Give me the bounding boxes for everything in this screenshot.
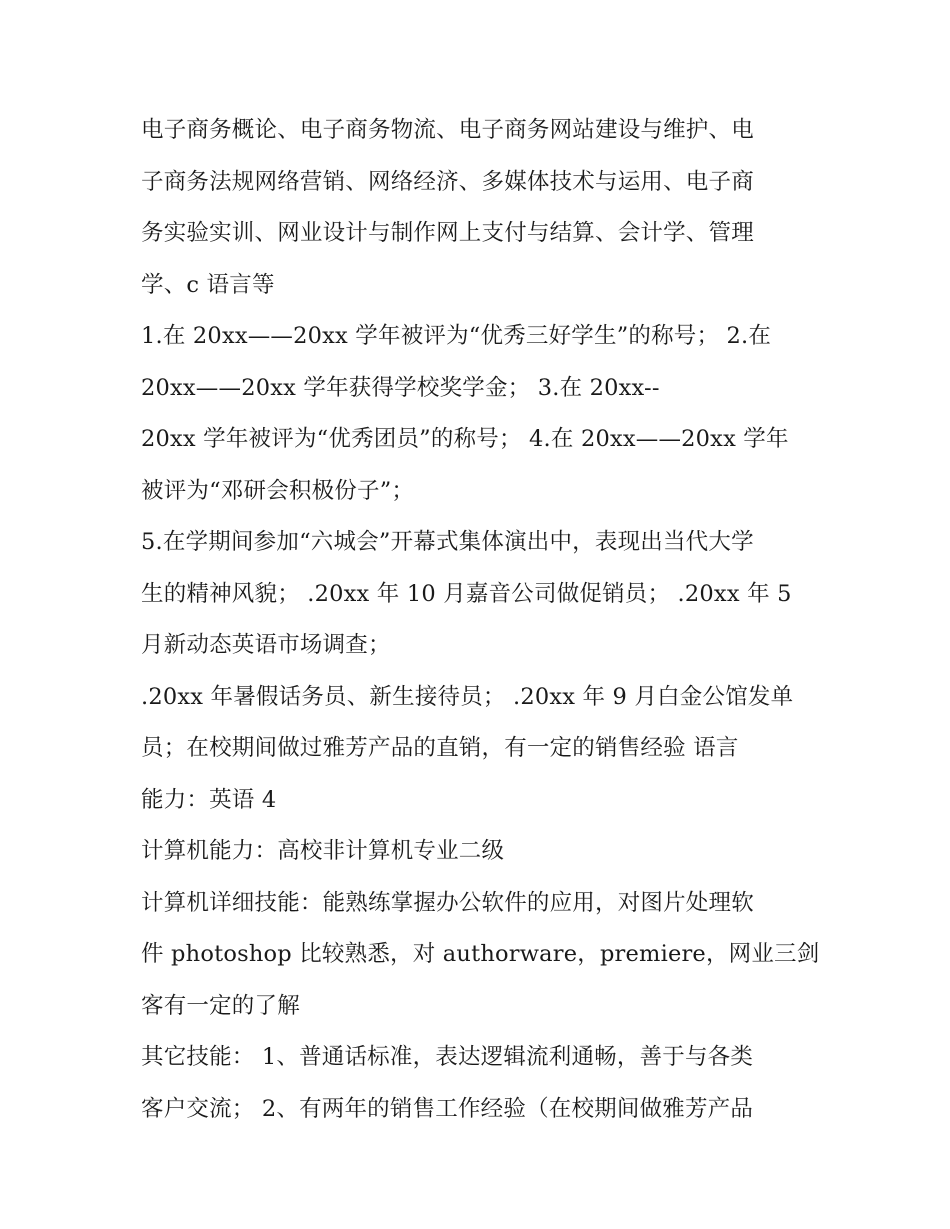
text-line: 20xx——20xx 学年获得学校奖学金； 3.在 20xx-- — [141, 374, 660, 401]
text-line: 5.在学期间参加“六城会”开幕式集体演出中，表现出当代大学 — [141, 529, 754, 555]
text-line: 客有一定的了解 — [141, 992, 300, 1019]
text-line: 能力：英语 4 — [141, 786, 277, 813]
text-line: 20xx 学年被评为“优秀团员”的称号； 4.在 20xx——20xx 学年 — [141, 426, 789, 452]
text-line: 生的精神风貌； .20xx 年 10 月嘉音公司做促销员； .20xx 年 5 — [141, 580, 792, 607]
text-line: 被评为“邓研会积极份子”； — [141, 477, 415, 504]
body-text — [141, 108, 821, 1138]
text-line: 件 photoshop 比较熟悉，对 authorware，premiere，网业三剑 — [141, 941, 820, 967]
text-line: 子商务法规网络营销、网络经济、多媒体技术与运用、电子商 — [141, 168, 754, 195]
text-line: 月新动态英语市场调查； — [141, 632, 391, 658]
text-line: 计算机能力：高校非计算机专业二级 — [141, 838, 505, 864]
text-line: 客户交流； 2、有两年的销售工作经验（在校期间做雅芳产品 — [141, 1095, 754, 1122]
text-line: 其它技能： 1、普通话标准，表达逻辑流利通畅，善于与各类 — [141, 1044, 754, 1070]
text-line: 电子商务概论、电子商务物流、电子商务网站建设与维护、电 — [141, 117, 754, 143]
text-line: 员；在校期间做过雅芳产品的直销，有一定的销售经验 语言 — [141, 735, 739, 761]
text-line: .20xx 年暑假话务员、新生接待员； .20xx 年 9 月白金公馆发单 — [141, 683, 794, 710]
text-line: 学、c 语言等 — [141, 271, 275, 298]
text-line: 1.在 20xx——20xx 学年被评为“优秀三好学生”的称号； 2.在 — [141, 323, 772, 349]
text-line: 务实验实训、网业设计与制作网上支付与结算、会计学、管理 — [141, 220, 754, 246]
text-line: 计算机详细技能：能熟练掌握办公软件的应用，对图片处理软 — [141, 889, 754, 916]
